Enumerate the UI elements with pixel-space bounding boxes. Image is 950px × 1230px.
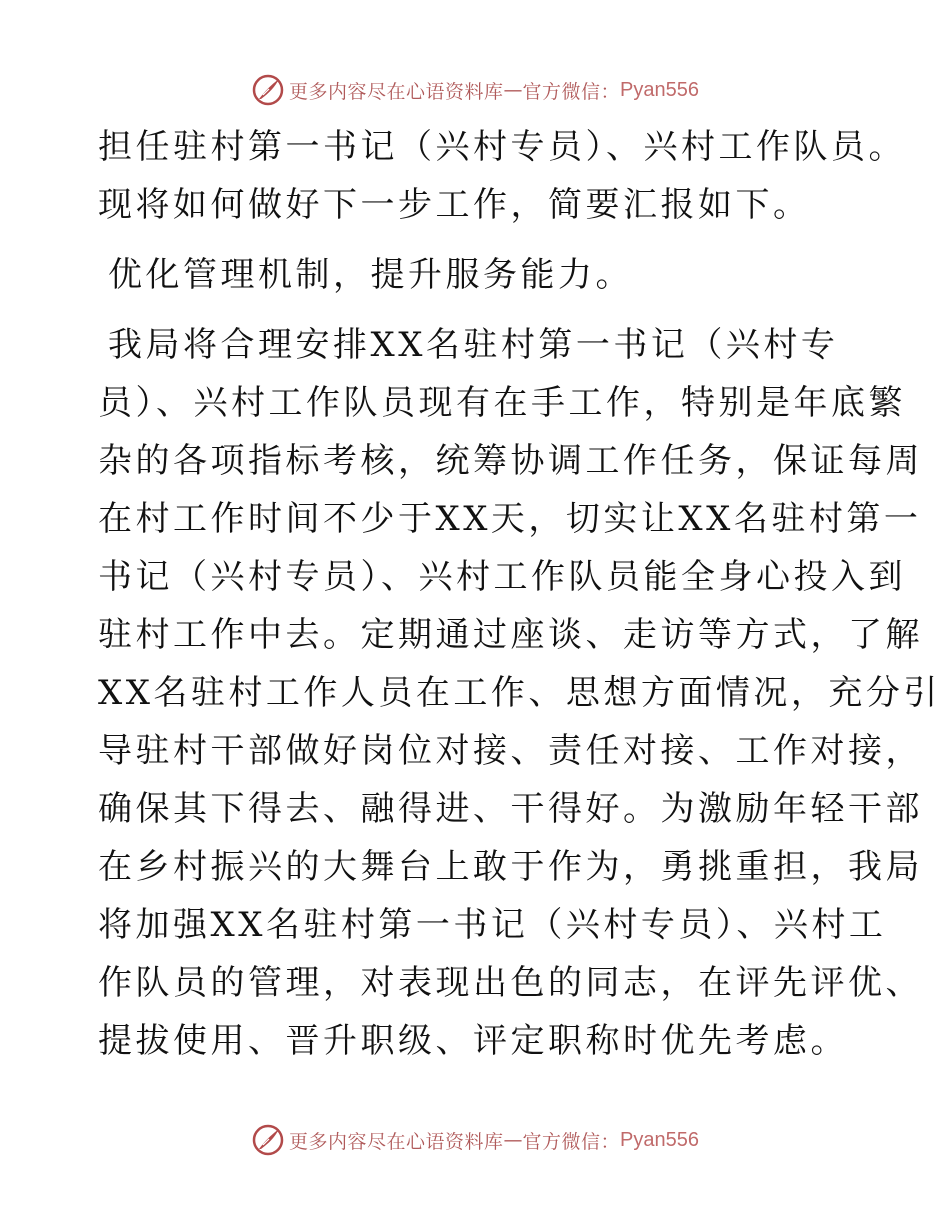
text-line: 导驻村干部做好岗位对接、责任对接、工作对接， — [98, 731, 923, 771]
document-body — [98, 118, 941, 1070]
text-line: 确保其下得去、融得进、干得好。为激励年轻干部 — [98, 789, 923, 829]
text-line: 提拔使用、晋升职级、评定职称时优先考虑。 — [98, 1021, 848, 1061]
text-line: 在乡村振兴的大舞台上敢于作为，勇挑重担，我局 — [98, 847, 923, 887]
footer-watermark — [0, 1120, 950, 1160]
text-line: XX名驻村工作人员在工作、思想方面情况，充分引 — [98, 673, 941, 713]
text-line: 员）、兴村工作队员现有在手工作，特别是年底繁 — [98, 383, 906, 423]
text-line: 作队员的管理，对表现出色的同志，在评先评优、 — [98, 963, 923, 1003]
text-line: 担任驻村第一书记（兴村专员）、兴村工作队员。 — [98, 127, 906, 167]
watermark-official: 官方微信： — [522, 1130, 621, 1153]
heading-line: 优化管理机制，提升服务能力。 — [108, 255, 633, 295]
text-line: 杂的各项指标考核，统筹协调工作任务，保证每周 — [98, 441, 923, 481]
text-line: 现将如何做好下一步工作，简要汇报如下。 — [98, 185, 811, 225]
paragraph-1 — [98, 118, 906, 234]
watermark-official: 官方微信： — [522, 80, 621, 103]
watermark-text: 更多内容尽在心语资料库 — [289, 80, 504, 103]
section-heading — [98, 246, 858, 304]
header-watermark — [0, 70, 950, 110]
feather-pen-logo-icon — [251, 1123, 285, 1157]
text-line: 书记（兴村专员）、兴村工作队员能全身心投入到 — [98, 557, 906, 597]
text-line: 在村工作时间不少于XX天，切实让XX名驻村第一 — [98, 499, 922, 539]
watermark-wechat-id: Pyan556 — [620, 78, 699, 101]
text-line: 驻村工作中去。定期通过座谈、走访等方式，了解 — [98, 615, 923, 655]
watermark-text: 更多内容尽在心语资料库 — [289, 1130, 504, 1153]
paragraph-3 — [98, 316, 941, 1070]
watermark-separator: — — [503, 1129, 523, 1151]
watermark-wechat-id: Pyan556 — [620, 1128, 699, 1151]
feather-pen-logo-icon — [251, 73, 285, 107]
text-line: 将加强XX名驻村第一书记（兴村专员）、兴村工 — [98, 905, 887, 945]
text-line: 我局将合理安排XX名驻村第一书记（兴村专 — [108, 325, 839, 365]
watermark-separator: — — [503, 79, 523, 101]
